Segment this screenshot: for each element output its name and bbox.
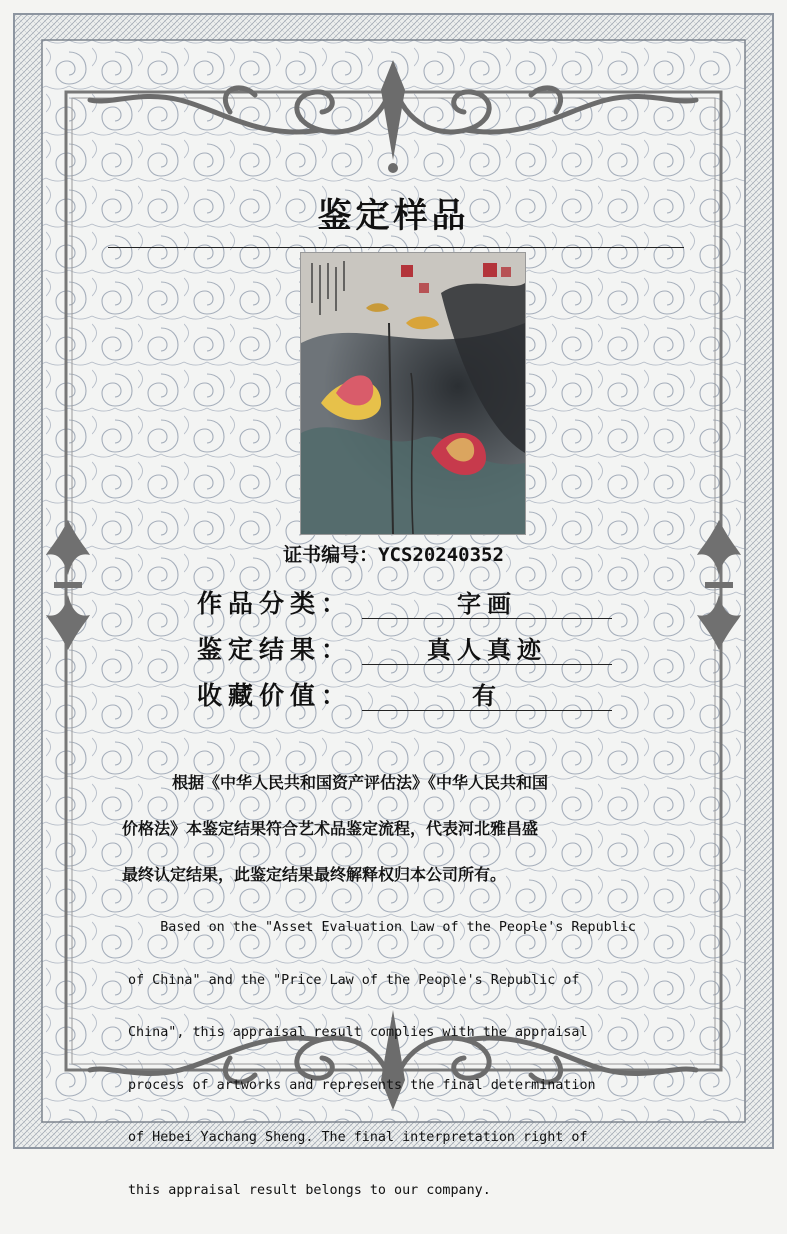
english-line-4: process of artworks and represents the final determination xyxy=(128,1077,596,1093)
field-value-value: 有 xyxy=(472,681,502,710)
field-result xyxy=(197,630,627,670)
certificate-title: 鉴定样品 xyxy=(317,196,470,236)
certificate-number-label: 证书编号： xyxy=(283,544,379,566)
field-category-value: 字画 xyxy=(457,589,517,618)
field-value-label: 收藏价值： xyxy=(197,681,353,710)
english-line-1: Based on the "Asset Evaluation Law of the People's Republic xyxy=(128,920,636,935)
english-line-2: of China" and the "Price Law of the People's Republic of xyxy=(128,972,580,988)
english-line-6: this appraisal result belongs to our company. xyxy=(128,1182,491,1198)
field-value-underline xyxy=(362,710,612,711)
title-underline xyxy=(108,247,684,248)
certificate-number-value: YCS20240352 xyxy=(378,544,504,566)
chinese-line-3: 最终认定结果，此鉴定结果最终解释权归本公司所有。 xyxy=(122,865,507,884)
chinese-statement xyxy=(122,760,682,898)
field-category xyxy=(197,584,627,624)
field-value xyxy=(197,676,627,716)
chinese-line-2: 价格法》本鉴定结果符合艺术品鉴定流程，代表河北雅昌盛 xyxy=(122,819,539,838)
field-category-label: 作品分类： xyxy=(197,589,353,618)
english-line-5: of Hebei Yachang Sheng. The final interpretation right of xyxy=(128,1130,588,1145)
artwork-image xyxy=(301,253,525,534)
field-category-underline xyxy=(362,618,612,619)
field-result-underline xyxy=(362,664,612,665)
english-statement xyxy=(128,884,688,1234)
certificate-number xyxy=(0,540,787,567)
field-result-value: 真人真迹 xyxy=(427,635,547,664)
english-line-3: China", this appraisal result complies with the appraisal xyxy=(128,1025,588,1040)
chinese-line-1: 根据《中华人民共和国资产评估法》《中华人民共和国 xyxy=(172,773,549,792)
field-result-label: 鉴定结果： xyxy=(197,635,353,664)
